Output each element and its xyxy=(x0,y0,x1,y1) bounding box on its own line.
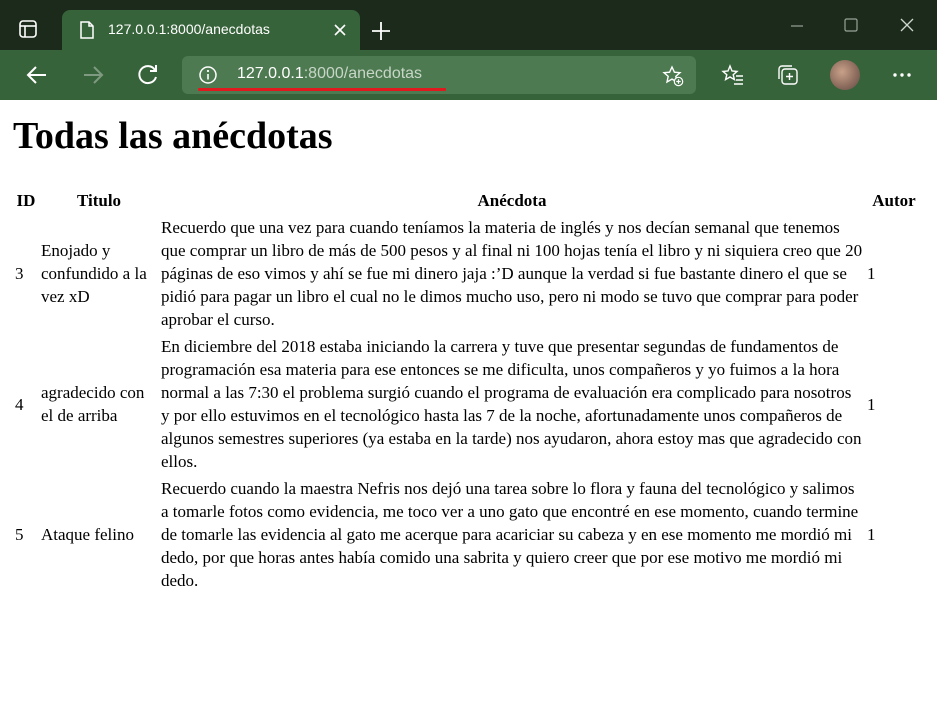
column-header-anecdota: Anécdota xyxy=(477,191,547,210)
new-tab-icon[interactable] xyxy=(370,20,392,42)
page-content xyxy=(0,100,937,716)
cell-id: 3 xyxy=(15,264,24,283)
anecdotas-table xyxy=(12,186,924,595)
column-header-titulo: Titulo xyxy=(76,191,122,210)
url-highlight-underline xyxy=(198,88,446,91)
close-tab-icon[interactable] xyxy=(332,22,348,38)
more-menu-icon[interactable] xyxy=(890,63,914,87)
cell-anecdota: Recuerdo que una vez para cuando teníamos la materia de inglés y nos decían semanal que tenemos que comprar un libro de más de 500 pesos y al final ni 100 hojas tenía el libro y ni siquiera creo que 20 páginas de eso vimos y ahí se fue mi dinero jaja :’D aunque la verdad si fue bastante dinero el que se pidió para pagar un libro el cual no le dimos mucho uso, pero ni modo se tuvo que comprar para poder aprobar el curso. xyxy=(161,218,863,329)
page-title: Todas las anécdotas xyxy=(13,115,333,157)
table-row xyxy=(14,476,922,593)
tab-actions-icon[interactable] xyxy=(18,19,38,39)
page-icon xyxy=(80,21,94,44)
table-row xyxy=(14,334,922,474)
column-header-id: ID xyxy=(16,191,36,210)
cell-id: 5 xyxy=(15,525,24,544)
back-arrow-icon[interactable] xyxy=(24,62,50,88)
site-info-icon[interactable] xyxy=(198,65,218,90)
refresh-icon[interactable] xyxy=(135,62,161,88)
cell-anecdota: Recuerdo cuando la maestra Nefris nos dejó una tarea sobre lo flora y fauna del tecnológico y salimos a tomarle fotos como evidencia, me toco ver a uno gato que encontré en ese momento, cuando termine de tomarle las evidencia al gato me acerque para acariciar su cabeza y en ese momento me mordió mi dedo, por que horas antes había comido una sabrita y quiero creer que por ese motivo me mordió mi dedo. xyxy=(161,479,859,590)
url-path: :8000/anecdotas xyxy=(303,65,423,82)
cell-autor: 1 xyxy=(867,525,876,544)
window-close-icon[interactable] xyxy=(896,14,918,36)
tab-strip xyxy=(0,0,937,50)
table-header-row xyxy=(14,188,922,213)
favorites-icon[interactable] xyxy=(721,63,745,87)
maximize-icon[interactable] xyxy=(840,14,862,36)
cell-titulo: Ataque felino xyxy=(41,525,134,544)
tab-anecdotas[interactable] xyxy=(62,10,360,51)
cell-titulo: agradecido con el de arriba xyxy=(41,383,145,425)
tab-title: 127.0.0.1:8000/anecdotas xyxy=(108,21,270,37)
cell-autor: 1 xyxy=(867,264,876,283)
url-host: 127.0.0.1 xyxy=(237,65,304,82)
url-text[interactable] xyxy=(237,65,422,83)
forward-arrow-icon xyxy=(80,62,106,88)
cell-titulo: Enojado y confundido a la vez xD xyxy=(41,241,147,306)
profile-avatar[interactable] xyxy=(830,60,860,90)
cell-id: 4 xyxy=(15,394,24,414)
column-header-autor: Autor xyxy=(872,191,916,210)
minimize-icon[interactable] xyxy=(786,17,808,35)
collections-icon[interactable] xyxy=(776,63,800,87)
cell-anecdota: En diciembre del 2018 estaba iniciando la carrera y tuve que presentar segundas de fundamentos de programación esa materia para ese entonces se me dificulta, unos compañeros y yo fuimos a la hora normal a las 7:30 el problema surgió cuando el programa de evaluación era complicado para nosotros y por ello estuvimos en el tecnológico hasta las 7 de la noche, afortunadamente unos compañeros de algunos semestres superiores (ya estaba en la tarde) nos ayudaron, ahora estoy mas que agradecido con ellos. xyxy=(161,337,862,471)
cell-autor: 1 xyxy=(867,394,876,414)
browser-toolbar xyxy=(0,50,937,100)
table-row xyxy=(14,215,922,332)
add-favorite-icon[interactable] xyxy=(662,65,684,92)
